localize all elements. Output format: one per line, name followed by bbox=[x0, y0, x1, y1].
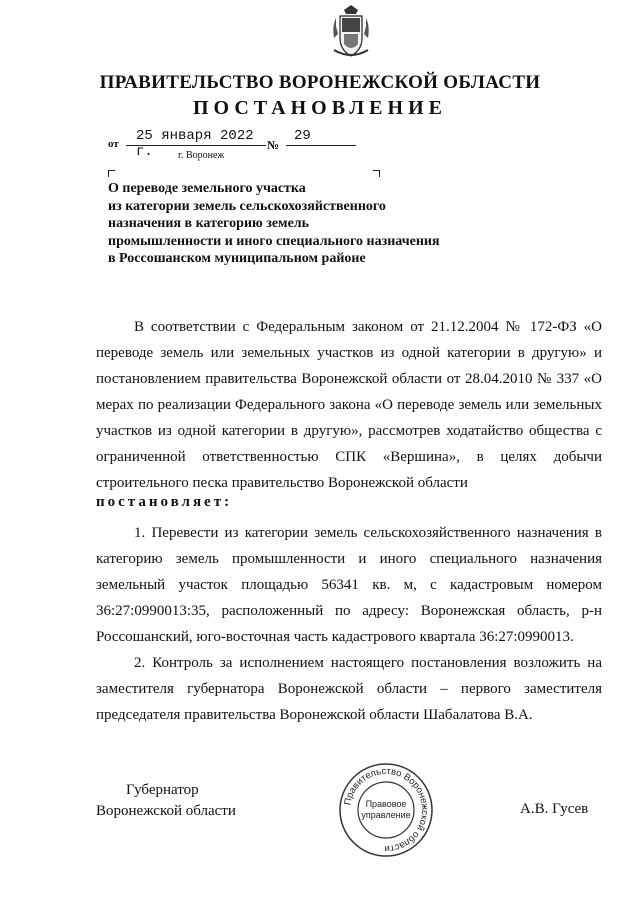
city-label: г. Воронеж bbox=[178, 150, 225, 161]
organization-title: ПРАВИТЕЛЬСТВО ВОРОНЕЖСКОЙ ОБЛАСТИ bbox=[99, 72, 541, 93]
document-number: 29 bbox=[286, 128, 356, 146]
preamble-paragraph: В соответствии с Федеральным законом от 21.12.2004 № 172-ФЗ «О переводе земель или земельных участков из одной категории в другую» и постановлением правительства Воронежской области от 28.04.2010 № 337 «О мерах по реализации Федерального закона «О переводе земель или земельных участков из одной категории в другую», рассмотрев ходатайство общества с ограниченной ответственностью СПК «Вершина», в целях добычи строительного песка правительство Воронежской области bbox=[96, 319, 602, 491]
subject-line: промышленности и иного специального назначения bbox=[108, 233, 440, 249]
date-number-row bbox=[108, 128, 368, 168]
subject-bracket-right bbox=[373, 170, 380, 177]
signatory-title-line2: Воронежской области bbox=[96, 803, 236, 819]
document-date: 25 января 2022 г. bbox=[126, 128, 266, 146]
subject-line: из категории земель сельскохозяйственного bbox=[108, 198, 386, 214]
subject-line: О переводе земельного участка bbox=[108, 181, 306, 196]
round-stamp bbox=[338, 762, 434, 858]
coat-of-arms-icon bbox=[328, 4, 374, 60]
stamp-center-line2: управление bbox=[361, 810, 411, 820]
signatory-title bbox=[96, 780, 236, 822]
document-subject bbox=[108, 180, 528, 268]
resolves-word: постановляет: bbox=[96, 494, 233, 510]
document-type: ПОСТАНОВЛЕНИЕ bbox=[193, 97, 447, 119]
date-prefix-label: от bbox=[108, 138, 119, 150]
stamp-ring-text: Правительство Воронежской области bbox=[342, 765, 431, 855]
stamp-center-line1: Правовое bbox=[365, 799, 407, 809]
signatory-name: А.В. Гусев bbox=[520, 801, 589, 817]
number-sign-label: № bbox=[267, 138, 280, 152]
signatory-title-line1: Губернатор bbox=[126, 782, 199, 798]
subject-line: в Россошанском муниципальном районе bbox=[108, 251, 366, 266]
subject-line: назначения в категорию земель bbox=[108, 216, 310, 231]
item-1-paragraph: 1. Перевести из категории земель сельскохозяйственного назначения в категорию земель промышленности и иного специального назначения земельный участок площадью 56341 кв. м, с кадастровым номером 36:27:0990013:35, расположенный по адресу: Воронежская область, р-н Россошанский, юго-восточная часть кадастрового квартала 36:27:0990013. bbox=[96, 525, 602, 645]
item-2-paragraph: 2. Контроль за исполнением настоящего постановления возложить на заместителя губернатора Воронежской области – первого заместителя председателя правительства Воронежской области Шабалатова В.А. bbox=[96, 655, 602, 723]
subject-bracket-left bbox=[108, 170, 115, 177]
